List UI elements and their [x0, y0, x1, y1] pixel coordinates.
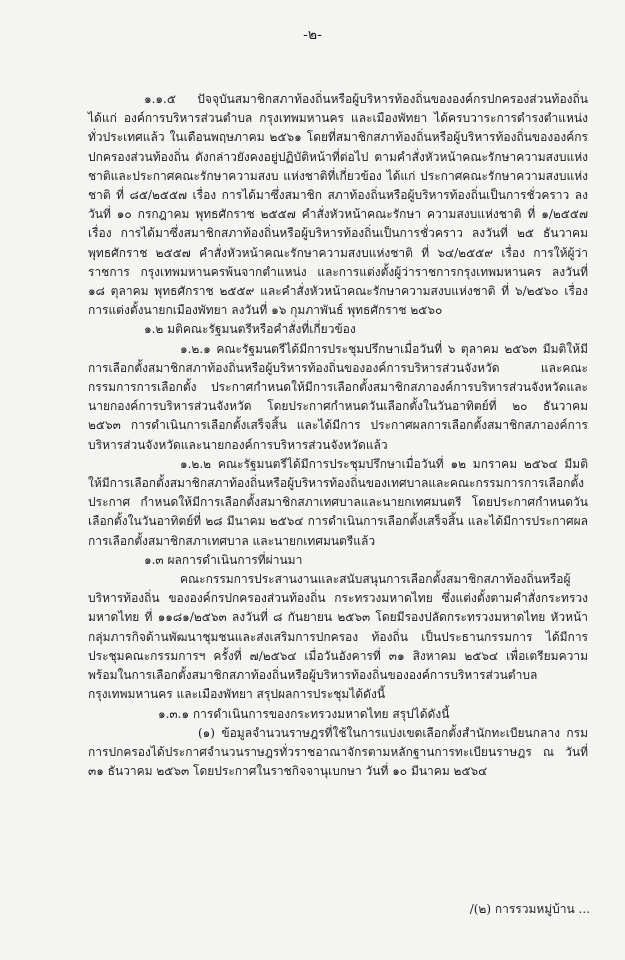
paragraph-1-3: คณะกรรมการประสานงานและสนับสนุนการเลือกตั้งสมาชิกสภาท้องถิ่นหรือผู้บริหารท้องถิ่น ขององค์กรปกครองส่วนท้องถิ่น กระทรวงมหาดไทย ซึ่งแต่งตั้งตามคำสั่งกระทรวงมหาดไทย ที่ ๑๑๘๑/๒๕๖๓ ลงวันที่ ๘ กันยายน ๒๕๖๓ โดยมีรองปลัดกระทรวงมหาดไทย หัวหน้ากลุ่มภารกิจด้านพัฒนาชุมชนและส่งเสริมการปกครอง ท้องถิ่น เป็นประธานกรรมการ ได้มีการประชุมคณะกรรมการฯ ครั้งที่ ๗/๒๕๖๔ เมื่อวันอังคารที่ ๓๑ สิงหาคม ๒๕๖๔ เพื่อเตรียมความพร้อมในการเลือกตั้งสมาชิกสภาท้องถิ่นหรือผู้บริหารท้องถิ่นขององค์การบริหารส่วนตำบล กรุงเทพมหานคร และเมืองพัทยา สรุปผลการประชุมได้ดังนี้ [88, 572, 588, 702]
document-body [88, 90, 588, 781]
heading-1-3-1: ๑.๓.๑ การดำเนินการของกระทรวงมหาดไทย สรุปได้ดังนี้ [158, 706, 450, 721]
continuation-note: /(๒) การรวมหมู่บ้าน ... [469, 902, 590, 916]
paragraph-1-3-1-1: (๑) ข้อมูลจำนวนราษฎรที่ใช้ในการแบ่งเขตเลือกตั้งสำนักทะเบียนกลาง กรมการปกครองได้ประกาศจำนวนราษฎรทั่วราชอาณาจักรตามหลักฐานการทะเบียนราษฎร ณ วันที่ ๓๑ ธันวาคม ๒๕๖๓ โดยประกาศในราชกิจจานุเบกษา วันที่ ๑๐ มีนาคม ๒๕๖๔ [88, 725, 588, 779]
page-number: -๒- [303, 27, 322, 43]
heading-1-3: ๑.๓ ผลการดำเนินการที่ผ่านมา [144, 552, 303, 567]
paragraph-1-1-5: ๑.๑.๕ ปัจจุบันสมาชิกสภาท้องถิ่นหรือผู้บริหารท้องถิ่นขององค์กรปกครองส่วนท้องถิ่น ได้แก่ องค์การบริหารส่วนตำบล กรุงเทพมหานคร และเมืองพัทยา ได้ครบวาระการดำรงตำแหน่ง ทั่วประเทศแล้ว ในเดือนพฤษภาคม ๒๕๖๑ โดยที่สมาชิกสภาท้องถิ่นหรือผู้บริหารท้องถิ่นขององค์กรปกครองส่วนท้องถิ่น ดังกล่าวยังคงอยู่ปฏิบัติหน้าที่ต่อไป ตามคำสั่งหัวหน้าคณะรักษาความสงบแห่งชาติและประกาศคณะรักษาความสงบ แห่งชาติที่เกี่ยวข้อง ได้แก่ ประกาศคณะรักษาความสงบแห่งชาติ ที่ ๘๕/๒๕๕๗ เรื่อง การได้มาซึ่งสมาชิก สภาท้องถิ่นหรือผู้บริหารท้องถิ่นเป็นการชั่วคราว ลงวันที่ ๑๐ กรกฎาคม พุทธศักราช ๒๕๕๗ คำสั่งหัวหน้าคณะรักษา ความสงบแห่งชาติ ที่ ๑/๒๕๕๗ เรื่อง การได้มาซึ่งสมาชิกสภาท้องถิ่นหรือผู้บริหารท้องถิ่นเป็นการชั่วคราว ลงวันที่ ๒๕ ธันวาคม พุทธศักราช ๒๕๕๗ คำสั่งหัวหน้าคณะรักษาความสงบแห่งชาติ ที่ ๖๔/๒๕๕๙ เรื่อง การให้ผู้ว่าราชการ กรุงเทพมหานครพ้นจากตำแหน่ง และการแต่งตั้งผู้ว่าราชการกรุงเทพมหานคร ลงวันที่ ๑๘ ตุลาคม พุทธศักราช ๒๕๕๙ และคำสั่งหัวหน้าคณะรักษาความสงบแห่งชาติ ที่ ๖/๒๕๖๐ เรื่อง การแต่งตั้งนายกเมืองพัทยา ลงวันที่ ๑๖ กุมภาพันธ์ พุทธศักราช ๒๕๖๐ [88, 92, 588, 318]
paragraph-1-2-1: ๑.๒.๑ คณะรัฐมนตรีได้มีการประชุมปรึกษาเมื่อวันที่ ๖ ตุลาคม ๒๕๖๓ มีมติให้มี การเลือกตั้งสมาชิกสภาท้องถิ่นหรือผู้บริหารท้องถิ่นขององค์การบริหารส่วนจังหวัด และคณะกรรมการการเลือกตั้ง ประกาศกำหนดให้มีการเลือกตั้งสมาชิกสภาองค์การบริหารส่วนจังหวัดและนายกองค์การบริหารส่วนจังหวัด โดยประกาศกำหนดวันเลือกตั้งในวันอาทิตย์ที่ ๒๐ ธันวาคม ๒๕๖๓ การดำเนินการเลือกตั้งเสร็จสิ้น และได้มีการ ประกาศผลการเลือกตั้งสมาชิกสภาองค์การบริหารส่วนจังหวัดและนายกองค์การบริหารส่วนจังหวัดแล้ว [88, 341, 588, 452]
heading-1-2: ๑.๒ มติคณะรัฐมนตรีหรือคำสั่งที่เกี่ยวข้อง [144, 322, 356, 337]
paragraph-1-2-2: ๑.๒.๒ คณะรัฐมนตรีได้มีการประชุมปรึกษาเมื่อวันที่ ๑๒ มกราคม ๒๕๖๔ มีมติ ให้มีการเลือกตั้งสมาชิกสภาท้องถิ่นหรือผู้บริหารท้องถิ่นของเทศบาลและคณะกรรมการการเลือกตั้งประกาศ กำหนดให้มีการเลือกตั้งสมาชิกสภาเทศบาลและนายกเทศมนตรี โดยประกาศกำหนดวันเลือกตั้งในวันอาทิตย์ที่ ๒๘ มีนาคม ๒๕๖๔ การดำเนินการเลือกตั้งเสร็จสิ้น และได้มีการประกาศผลการเลือกตั้งสมาชิกสภาเทศบาล และนายกเทศมนตรีแล้ว [88, 456, 588, 548]
